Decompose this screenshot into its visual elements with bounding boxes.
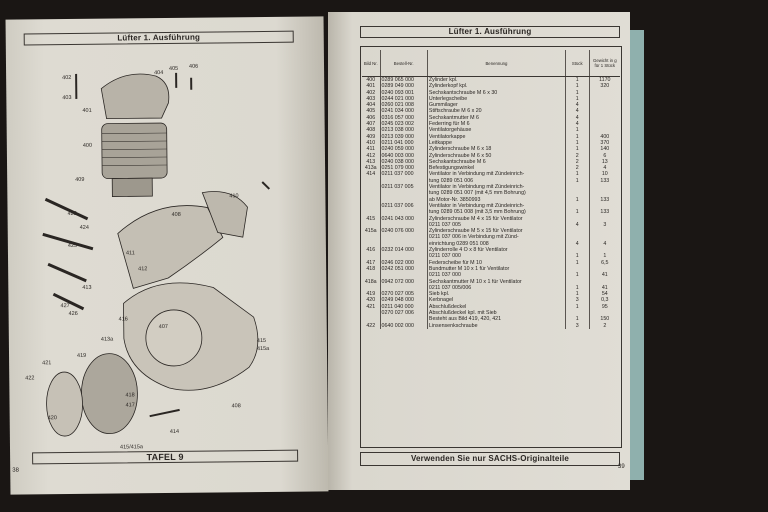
table-cell-order: 0246 022 000	[380, 260, 427, 266]
table-cell-qty: 4	[565, 115, 589, 121]
table-cell-fig: 415	[362, 216, 380, 222]
table-cell-fig: 401	[362, 83, 380, 89]
parts-table-header	[362, 50, 620, 77]
left-page-number: 38	[12, 467, 19, 474]
table-cell-wt: 3	[603, 221, 607, 228]
column-header: Bestell-Nr.	[380, 50, 427, 77]
table-cell-wt: 1	[603, 253, 607, 260]
svg-text:400: 400	[82, 142, 93, 149]
table-cell-desc: Ventilator in Verbindung mit Zündeinrich-	[427, 184, 565, 190]
table-cell-desc: Sechskantschraube M 6 x 30	[427, 90, 565, 96]
table-cell-qty: 1	[565, 197, 589, 203]
table-cell-qty: 1	[565, 96, 589, 102]
table-cell-wt: 41	[601, 284, 608, 291]
table-cell-qty: 1	[565, 316, 589, 322]
table-cell-fig: 407	[362, 121, 380, 127]
table-cell-desc: Sechskantmutter M 6	[427, 115, 565, 121]
cylinder-part	[102, 123, 168, 179]
table-cell-order: 0249 048 000	[380, 297, 427, 303]
table-cell-desc: Abschlußdeckel kpl. mit Sieb	[427, 310, 565, 316]
table-cell-fig: 408	[362, 127, 380, 133]
table-cell-fig: 417	[362, 260, 380, 266]
table-cell-desc: Zylinderschraube M 6 x 50	[427, 153, 565, 159]
table-cell-desc: tung 0289 051 007 (mit 4,5 mm Bohrung)	[427, 190, 565, 196]
table-cell-order: 0245 023 002	[380, 121, 427, 127]
table-cell-desc: Zylinderschraube M 6 x 18	[427, 146, 565, 152]
table-cell-fig: 416	[362, 247, 380, 253]
table-cell-qty: 1	[565, 146, 589, 152]
table-cell-qty: 1	[565, 77, 589, 84]
table-cell-desc: Kerbnagel	[427, 297, 565, 303]
table-cell-qty: 1	[565, 253, 589, 259]
svg-text:415/415a: 415/415a	[119, 444, 143, 451]
table-cell-order: 0316 057 000	[380, 115, 427, 121]
table-cell-wt: 400	[600, 133, 610, 140]
table-cell-order: 0211 041 000	[380, 140, 427, 146]
table-cell-wt: 370	[600, 139, 610, 146]
table-cell-wt: 13	[601, 158, 608, 165]
table-cell-desc: Ventilator in Verbindung mit Zündeinrich-	[427, 171, 565, 177]
svg-text:403: 403	[62, 94, 72, 102]
table-cell-fig: 402	[362, 90, 380, 96]
table-cell-fig: 403	[362, 96, 380, 102]
table-cell-wt: 0,3	[601, 297, 609, 304]
table-cell-fig: 421	[362, 304, 380, 310]
exploded-parts-diagram	[6, 16, 329, 494]
table-cell-order: 0232 014 000	[380, 247, 427, 253]
table-cell-order: 0942 072 000	[380, 279, 427, 285]
table-cell-order: 0211 037 005	[380, 184, 427, 190]
table-cell-order: 0289 065 000	[380, 77, 427, 84]
table-cell-fig: 414	[362, 171, 380, 177]
table-cell-order: 0640 002 000	[380, 323, 427, 329]
table-cell-desc: Federscheibe für M 10	[427, 260, 565, 266]
table-cell-wt: 140	[600, 146, 610, 153]
table-cell-desc: 0211 037 000	[427, 272, 565, 278]
table-cell-qty: 1	[565, 178, 589, 184]
svg-text:417: 417	[125, 402, 135, 409]
table-cell-fig: 412	[362, 153, 380, 159]
table-cell-qty: 1	[565, 209, 589, 215]
table-cell-order: 0251 079 000	[380, 165, 427, 171]
svg-text:414: 414	[169, 428, 180, 435]
table-cell-qty: 4	[565, 241, 589, 247]
table-cell-order: 0213 039 000	[380, 134, 427, 140]
table-cell-desc: Ventilatorkappe	[427, 134, 565, 140]
table-cell-wt: 150	[600, 316, 610, 323]
table-cell-wt: 133	[600, 177, 610, 184]
table-cell-qty: 2	[565, 153, 589, 159]
table-cell-desc: Ventilatorgehäuse	[427, 127, 565, 133]
table-cell-fig: 420	[362, 297, 380, 303]
table-cell-qty: 4	[565, 121, 589, 127]
table-cell-wt: 4	[603, 240, 607, 247]
table-cell-order: 0270 027 005	[380, 291, 427, 297]
table-cell-desc: Unterlegscheibe	[427, 96, 565, 102]
svg-text:413: 413	[82, 284, 92, 291]
svg-text:421: 421	[42, 360, 52, 367]
table-cell-desc: 0211 037 000	[427, 253, 565, 259]
table-cell-fig: 400	[362, 77, 380, 84]
svg-text:411: 411	[125, 250, 135, 257]
svg-text:410: 410	[229, 193, 239, 200]
table-cell-fig: 409	[362, 134, 380, 140]
table-cell-qty: 1	[565, 134, 589, 140]
table-cell-wt: 54	[601, 291, 608, 298]
table-cell-order: 0640 003 000	[380, 153, 427, 159]
svg-text:423: 423	[67, 210, 77, 218]
table-cell-wt: 133	[600, 196, 610, 203]
table-cell-wt: 6,5	[601, 259, 609, 266]
table-cell-qty: 3	[565, 297, 589, 303]
table-cell-desc: tung 0289 051 006	[427, 178, 565, 184]
table-cell-desc: Sieb kpl.	[427, 291, 565, 297]
table-cell-wt: 1170	[599, 77, 611, 83]
table-cell-order: 0240 076 000	[380, 228, 427, 234]
table-cell-fig: 410	[362, 140, 380, 146]
right-page-number: 39	[618, 464, 625, 470]
column-header: Benennung	[427, 50, 565, 77]
table-cell-qty: 2	[565, 165, 589, 171]
left-page-header: Lüfter 1. Ausführung	[24, 31, 294, 46]
screen-cover-part	[46, 372, 83, 436]
table-cell-fig: 413a	[362, 165, 380, 171]
cover-edge	[628, 30, 644, 480]
table-cell-order: 0211 040 000	[380, 304, 427, 310]
svg-text:409: 409	[75, 176, 85, 183]
table-cell-desc: 0211 037 005	[427, 222, 565, 228]
table-cell-order: 0244 021 000	[380, 96, 427, 102]
cylinder-head-part	[101, 74, 169, 119]
right-page	[328, 12, 630, 490]
table-cell-qty: 1	[565, 304, 589, 310]
table-cell-desc: Sechskantschraube M 6	[427, 159, 565, 165]
column-header: Stück	[565, 50, 589, 77]
table-cell-wt: 320	[600, 83, 610, 90]
table-cell-qty: 4	[565, 108, 589, 114]
table-cell-desc: Zylinderschraube M 4 x 15 für Ventilator	[427, 216, 565, 222]
svg-text:415a: 415a	[256, 345, 270, 353]
svg-text:426: 426	[68, 310, 78, 318]
table-cell-order: 0211 037 000	[380, 171, 427, 177]
cylinder-base-part	[112, 178, 152, 196]
svg-text:405: 405	[169, 65, 179, 72]
svg-text:424: 424	[79, 224, 89, 231]
table-cell-order: 0213 038 000	[380, 127, 427, 133]
table-cell-wt: 95	[601, 303, 608, 310]
svg-text:401: 401	[82, 107, 92, 114]
left-page	[6, 16, 329, 494]
fan-opening-part	[146, 310, 203, 367]
svg-text:402: 402	[62, 74, 72, 82]
table-cell-qty: 2	[565, 159, 589, 165]
svg-text:407: 407	[158, 323, 168, 331]
table-cell-qty: 1	[565, 171, 589, 177]
table-cell-order: 0260 021 008	[380, 102, 427, 108]
svg-text:420: 420	[47, 415, 57, 422]
svg-text:418: 418	[125, 392, 135, 399]
table-cell-desc: Befestigungswinkel	[427, 165, 565, 171]
table-cell-order: 0241 043 000	[380, 216, 427, 222]
table-cell-desc: Besteht aus Bild 419, 420, 421	[427, 316, 565, 322]
table-cell-desc: Zylinderkopf kpl.	[427, 83, 565, 89]
table-cell-wt: 41	[601, 272, 608, 279]
table-cell-desc: einrichtung 0289 051 008	[427, 241, 565, 247]
table-cell-order: 0240 038 000	[380, 159, 427, 165]
table-cell-fig: 404	[362, 102, 380, 108]
table-cell-order: 0270 027 006	[380, 310, 427, 316]
table-cell-qty: 1	[565, 83, 589, 89]
svg-text:427: 427	[60, 303, 70, 310]
table-cell-desc: Ventilator in Verbindung mit Zündeinrich-	[427, 203, 565, 209]
table-cell-desc: Zylinderschraube M 5 x 15 für Ventilator	[427, 228, 565, 234]
table-cell-fig: 413	[362, 159, 380, 165]
table-cell-wt: 2	[603, 322, 607, 329]
svg-text:404: 404	[154, 70, 164, 77]
table-cell-desc: Stiftschraube M 6 x 20	[427, 108, 565, 114]
svg-text:419: 419	[77, 352, 87, 359]
table-cell-fig: 411	[362, 146, 380, 152]
svg-text:412: 412	[138, 266, 148, 273]
table-cell-order: 0289 049 000	[380, 83, 427, 89]
table-cell-desc: 0211 037 005/006	[427, 285, 565, 291]
table-cell-fig: 415a	[362, 228, 380, 234]
svg-text:415: 415	[256, 337, 267, 345]
svg-text:422: 422	[25, 375, 35, 382]
svg-text:413a: 413a	[100, 336, 114, 343]
table-cell-desc: Federring für M 6	[427, 121, 565, 127]
table-cell-fig: 419	[362, 291, 380, 297]
table-cell-desc: 0211 037 006 in Verbindung mit Zünd-	[427, 234, 565, 240]
left-page-footer: TAFEL 9	[32, 450, 298, 465]
table-cell-qty: 4	[565, 102, 589, 108]
table-cell-qty: 1	[565, 291, 589, 297]
svg-text:425: 425	[67, 242, 78, 250]
parts-table	[362, 50, 620, 329]
table-cell-desc: Bundmutter M 10 x 1 für Ventilator	[427, 266, 565, 272]
table-cell-qty: 3	[565, 323, 589, 329]
table-cell-order: 0211 037 006	[380, 203, 427, 209]
table-cell-fig: 405	[362, 108, 380, 114]
table-cell-order: 0242 051 000	[380, 266, 427, 272]
table-cell-qty: 1	[565, 127, 589, 133]
table-cell-desc: Zylinderrolle 4 O x 8 für Ventilator	[427, 247, 565, 253]
table-cell-qty: 4	[565, 222, 589, 228]
table-cell-desc: Linsensenkschraube	[427, 323, 565, 329]
table-cell-qty: 1	[565, 260, 589, 266]
svg-text:406: 406	[188, 63, 199, 70]
table-cell-order: 0241 034 000	[380, 108, 427, 114]
table-cell-wt: 10	[601, 171, 608, 178]
table-cell-order: 0240 059 000	[380, 146, 427, 152]
table-cell-order: 0240 093 001	[380, 90, 427, 96]
table-cell-qty: 1	[565, 140, 589, 146]
table-cell-wt: 4	[603, 165, 607, 172]
table-cell-qty: 1	[565, 285, 589, 291]
table-cell-fig: 418a	[362, 279, 380, 285]
table-cell-desc: tung 0289 051 008 (mit 3,5 mm Bohrung)	[427, 209, 565, 215]
table-cell-wt: 133	[600, 209, 610, 216]
table-cell-fig: 406	[362, 115, 380, 121]
svg-text:416: 416	[118, 316, 128, 323]
column-header: Gewicht in g für 1 Stück	[589, 50, 620, 77]
table-cell-desc: Abschlußdeckel	[427, 304, 565, 310]
table-cell-qty: 1	[565, 90, 589, 96]
table-cell-fig: 418	[362, 266, 380, 272]
table-row	[362, 77, 620, 84]
fan-cowl-part	[117, 205, 223, 288]
svg-text:408: 408	[171, 211, 181, 218]
column-header: Bild Nr.	[362, 50, 380, 77]
table-cell-desc: ab Motor-Nr. 3850993	[427, 197, 565, 203]
table-cell-qty: 1	[565, 272, 589, 278]
table-cell-desc: Sechskantmutter M 10 x 1 für Ventilator	[427, 279, 565, 285]
table-cell-desc: Gummilager	[427, 102, 565, 108]
right-page-header: Lüfter 1. Ausführung	[360, 26, 620, 38]
table-cell-desc: Leitkappe	[427, 140, 565, 146]
table-cell-wt: 6	[603, 152, 607, 159]
svg-text:408: 408	[231, 403, 241, 410]
table-cell-fig: 422	[362, 323, 380, 329]
table-row	[362, 323, 620, 329]
table-cell-desc: Zylinder kpl.	[427, 77, 565, 84]
right-page-footer: Verwenden Sie nur SACHS-Originalteile	[360, 452, 620, 466]
